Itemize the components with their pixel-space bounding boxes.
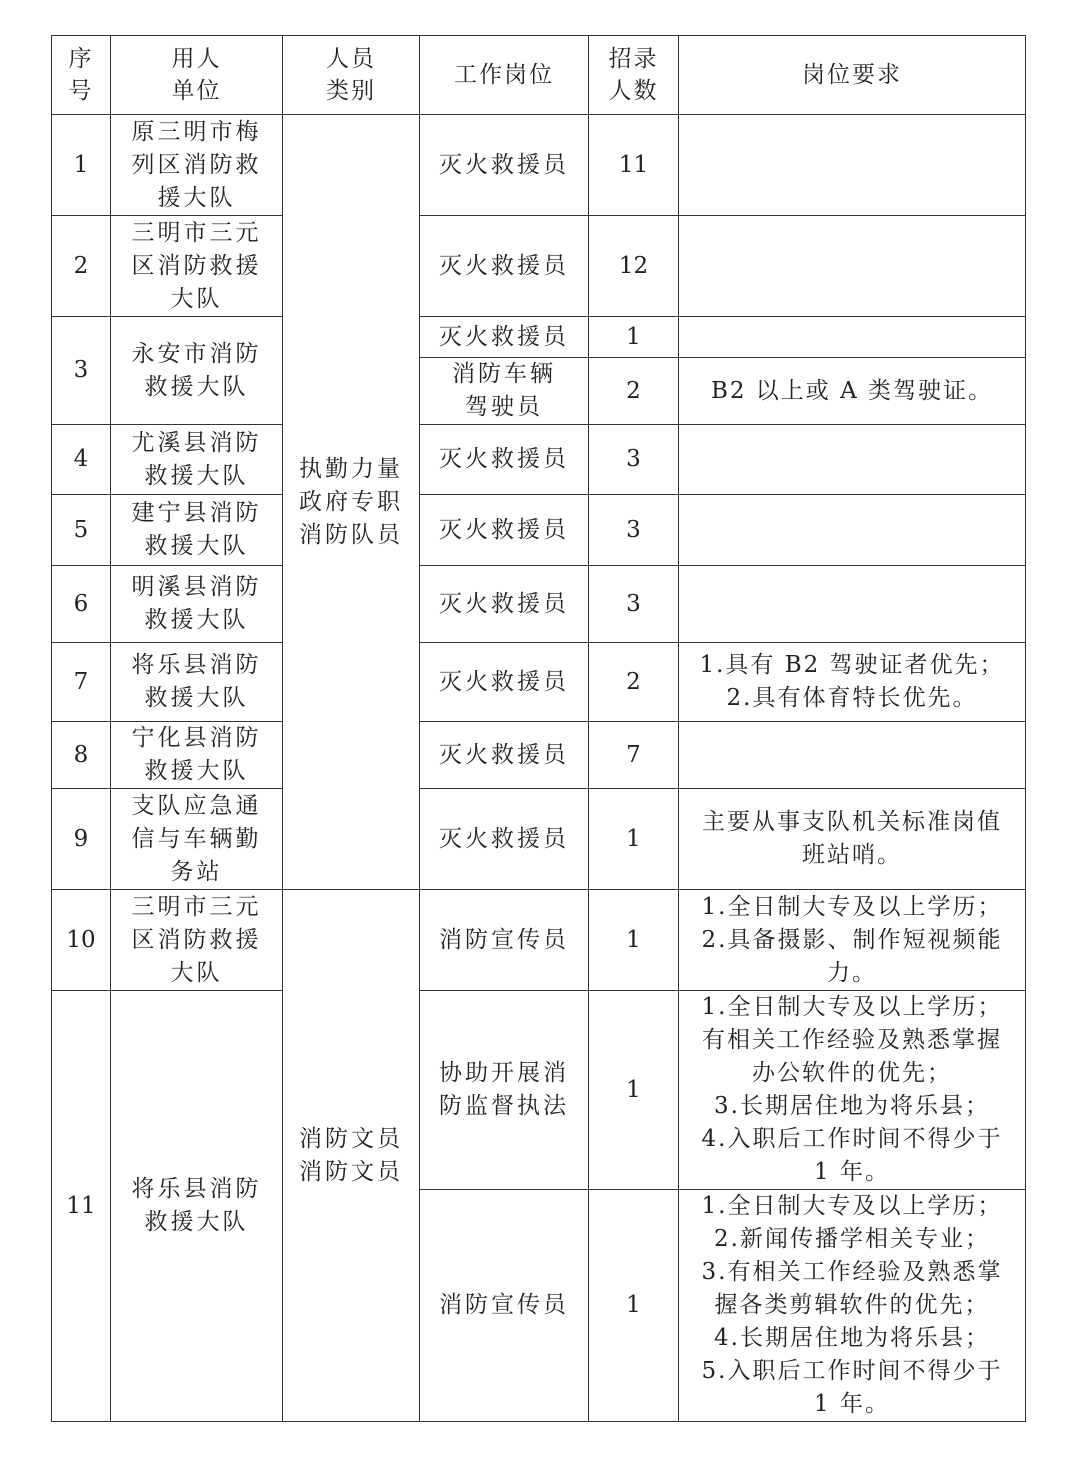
row-seq: 10 xyxy=(52,890,111,991)
row-position: 灭火救援员 xyxy=(420,317,589,358)
row-requirements: 1.具有 B2 驾驶证者优先； 2.具有体育特长优先。 xyxy=(679,643,1026,722)
row-seq: 11 xyxy=(52,991,111,1422)
category-duty: 执勤力量 政府专职 消防队员 xyxy=(283,115,420,890)
row-seq: 8 xyxy=(52,722,111,789)
row-count: 1 xyxy=(589,890,679,991)
table-row xyxy=(52,495,1026,566)
recruitment-table xyxy=(51,35,1026,1422)
table-row xyxy=(52,991,1026,1190)
row-unit: 支队应急通 信与车辆勤 务站 xyxy=(111,789,283,890)
table-row xyxy=(52,566,1026,643)
row-requirements xyxy=(679,425,1026,495)
table-row xyxy=(52,115,1026,216)
row-count: 3 xyxy=(589,495,679,566)
table-row xyxy=(52,789,1026,890)
row-position: 灭火救援员 xyxy=(420,566,589,643)
header-seq: 序 号 xyxy=(52,36,111,115)
row-requirements xyxy=(679,216,1026,317)
table-row xyxy=(52,317,1026,358)
category-clerk: 消防文员 消防文员 xyxy=(283,890,420,1422)
row-unit: 原三明市梅 列区消防救 援大队 xyxy=(111,115,283,216)
row-position: 消防车辆 驾驶员 xyxy=(420,358,589,425)
row-requirements xyxy=(679,317,1026,358)
row-position: 消防宣传员 xyxy=(420,890,589,991)
row-unit: 明溪县消防 救援大队 xyxy=(111,566,283,643)
row-seq: 4 xyxy=(52,425,111,495)
row-requirements xyxy=(679,495,1026,566)
row-requirements: 1.全日制大专及以上学历； 2.具备摄影、制作短视频能 力。 xyxy=(679,890,1026,991)
table-row xyxy=(52,643,1026,722)
row-seq: 9 xyxy=(52,789,111,890)
row-count: 7 xyxy=(589,722,679,789)
row-seq: 5 xyxy=(52,495,111,566)
row-seq: 2 xyxy=(52,216,111,317)
row-position: 灭火救援员 xyxy=(420,115,589,216)
row-unit: 尤溪县消防 救援大队 xyxy=(111,425,283,495)
row-position: 灭火救援员 xyxy=(420,722,589,789)
row-unit: 将乐县消防 救援大队 xyxy=(111,991,283,1422)
row-requirements: B2 以上或 A 类驾驶证。 xyxy=(679,358,1026,425)
row-unit: 建宁县消防 救援大队 xyxy=(111,495,283,566)
header-count: 招录 人数 xyxy=(589,36,679,115)
row-count: 3 xyxy=(589,425,679,495)
row-unit: 宁化县消防 救援大队 xyxy=(111,722,283,789)
row-seq: 1 xyxy=(52,115,111,216)
row-seq: 7 xyxy=(52,643,111,722)
row-count: 12 xyxy=(589,216,679,317)
row-position: 灭火救援员 xyxy=(420,495,589,566)
row-unit: 将乐县消防 救援大队 xyxy=(111,643,283,722)
row-count: 1 xyxy=(589,991,679,1190)
table-row xyxy=(52,425,1026,495)
row-count: 1 xyxy=(589,1190,679,1422)
row-unit: 三明市三元 区消防救援 大队 xyxy=(111,216,283,317)
row-position: 灭火救援员 xyxy=(420,643,589,722)
header-unit: 用人 单位 xyxy=(111,36,283,115)
row-position: 灭火救援员 xyxy=(420,789,589,890)
row-requirements: 1.全日制大专及以上学历； 有相关工作经验及熟悉掌握 办公软件的优先； 3.长期居住地为将乐县； 4.入职后工作时间不得少于 1 年。 xyxy=(679,991,1026,1190)
row-requirements: 主要从事支队机关标准岗值 班站哨。 xyxy=(679,789,1026,890)
row-seq: 3 xyxy=(52,317,111,425)
row-count: 1 xyxy=(589,317,679,358)
row-count: 11 xyxy=(589,115,679,216)
row-unit: 永安市消防 救援大队 xyxy=(111,317,283,425)
row-requirements xyxy=(679,722,1026,789)
row-position: 协助开展消 防监督执法 xyxy=(420,991,589,1190)
row-requirements xyxy=(679,115,1026,216)
row-seq: 6 xyxy=(52,566,111,643)
row-count: 2 xyxy=(589,643,679,722)
row-count: 1 xyxy=(589,789,679,890)
row-position: 灭火救援员 xyxy=(420,425,589,495)
header-position: 工作岗位 xyxy=(420,36,589,115)
row-requirements xyxy=(679,566,1026,643)
table-row xyxy=(52,722,1026,789)
row-count: 2 xyxy=(589,358,679,425)
row-count: 3 xyxy=(589,566,679,643)
header-category: 人员 类别 xyxy=(283,36,420,115)
row-position: 灭火救援员 xyxy=(420,216,589,317)
table-row xyxy=(52,216,1026,317)
header-row xyxy=(52,36,1026,115)
header-requirements: 岗位要求 xyxy=(679,36,1026,115)
table-row xyxy=(52,890,1026,991)
row-unit: 三明市三元 区消防救援 大队 xyxy=(111,890,283,991)
row-position: 消防宣传员 xyxy=(420,1190,589,1422)
row-requirements: 1.全日制大专及以上学历； 2.新闻传播学相关专业； 3.有相关工作经验及熟悉掌 握各类剪辑软件的优先； 4.长期居住地为将乐县； 5.入职后工作时间不得少于 1 年。 xyxy=(679,1190,1026,1422)
